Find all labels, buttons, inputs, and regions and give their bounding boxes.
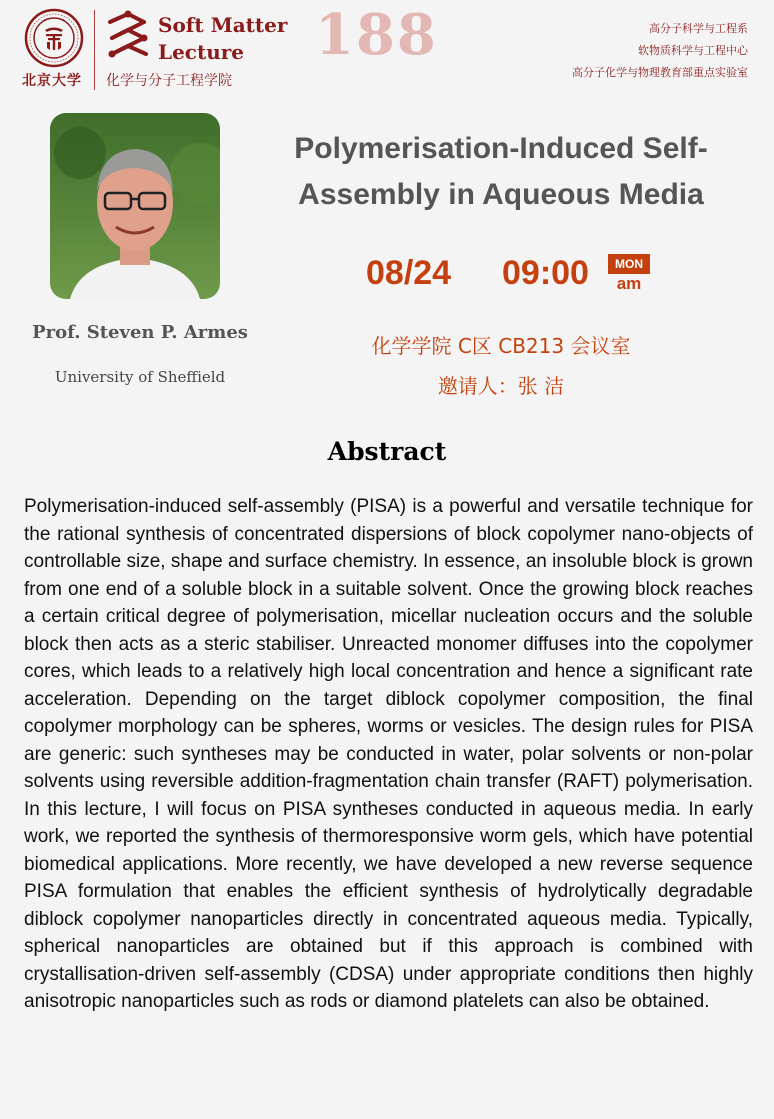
header — [0, 0, 774, 100]
talk-date: 08/24 — [366, 254, 452, 292]
header-divider — [94, 10, 95, 90]
speaker-name: Prof. Steven P. Armes — [32, 322, 248, 343]
abstract-text: Polymerisation-induced self-assembly (PISA) is a powerful and versatile technique for the rational synthesis of concentrated dispersions of block copolymer nano-objects of controllable size, shape and surface chemistry. In essence, an insoluble block is grown from one end of a soluble block in a suitable solvent. Once the growing block reaches a certain critical degree of polymerisation, micellar nucleation occurs and the soluble block then acts as a steric stabiliser. Unreacted monomer diffuses into the copolymer cores, which leads to a relatively high local concentration and hence a significant rate acceleration. Depending on the target diblock copolymer composition, the final copolymer morphology can be spheres, worms or vesicles. The design rules for PISA are generic: such syntheses may be conducted in water, polar solvents or non-polar solvents using reversible addition-fragmentation chain transfer (RAFT) polymerisation. In this lecture, I will focus on PISA syntheses conducted in aqueous media. In early work, we reported the synthesis of thermoresponsive worm gels, which have potential biomedical applications. More recently, we have developed a new reverse sequence PISA formulation that enables the efficient synthesis of hydrolytically degradable diblock copolymer nanoparticles directly in concentrated aqueous media. Typically, spherical nanoparticles are obtained but if this approach is combined with crystallisation-driven self-assembly (CDSA) under appropriate conditions then highly anisotropic nanoparticles such as rods or diamond platelets can also be obtained. — [24, 496, 753, 1012]
abstract-heading: Abstract — [327, 437, 447, 466]
department-1: 高分子科学与工程系 — [649, 22, 748, 35]
series-title — [158, 12, 287, 66]
talk-time: 09:00 — [502, 254, 589, 292]
departments-list — [572, 18, 748, 84]
department-3: 高分子化学与物理教育部重点实验室 — [572, 66, 748, 79]
series-title-line2: Lecture — [158, 40, 245, 64]
series-title-line1: Soft Matter — [158, 13, 288, 37]
weekday-badge: MON — [608, 254, 650, 274]
lecture-number: 188 — [315, 2, 438, 68]
talk-inviter: 邀请人：张 洁 — [437, 374, 565, 398]
department-2: 软物质科学与工程中心 — [638, 44, 748, 57]
pku-name: 北京大学 — [22, 73, 82, 89]
talk-venue: 化学学院 C区 CB213 会议室 — [371, 334, 631, 358]
soft-matter-molecule-icon — [104, 10, 152, 66]
speaker-portrait-icon — [50, 113, 220, 299]
college-name: 化学与分子工程学院 — [106, 73, 232, 89]
ampm-label: am — [616, 274, 642, 293]
pku-seal-icon — [24, 8, 84, 68]
talk-title: Polymerisation-Induced Self-Assembly in Aqueous Media — [294, 132, 708, 211]
speaker-affiliation: University of Sheffield — [54, 368, 226, 386]
speaker-photo — [50, 113, 220, 299]
